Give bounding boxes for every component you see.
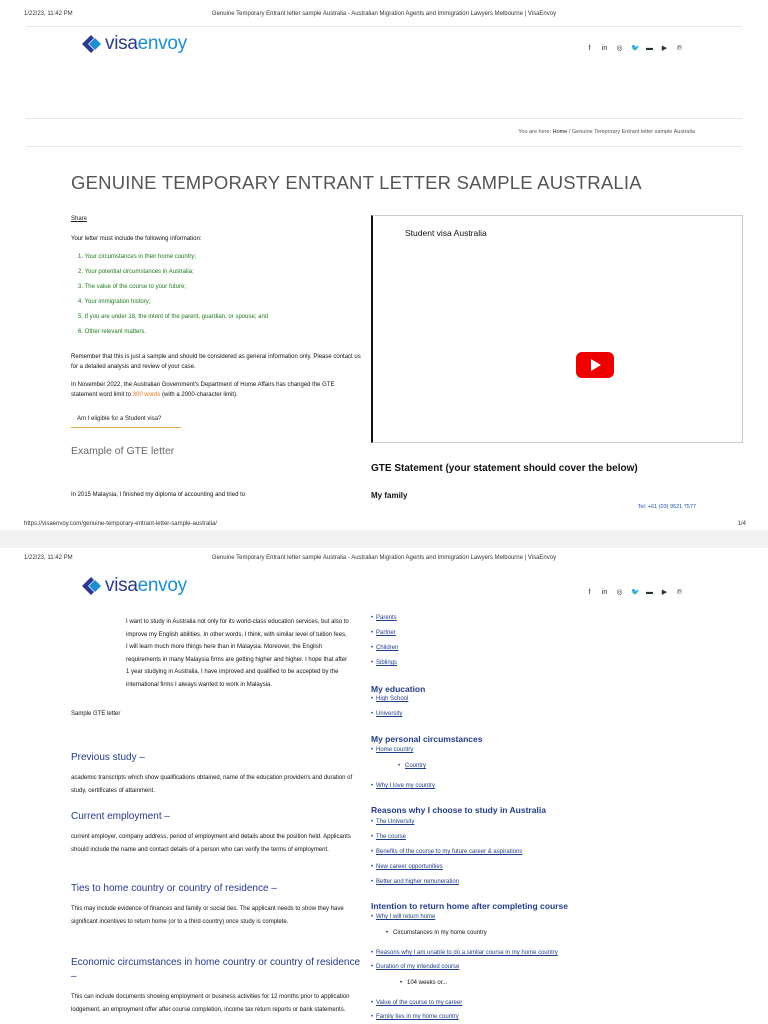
print-date: 1/22/23, 11:42 PM bbox=[24, 11, 73, 17]
example-heading: Example of GTE letter bbox=[71, 445, 175, 457]
list-item: 4. Your immigration history; bbox=[78, 299, 151, 305]
youtube-icon[interactable]: ▶ bbox=[661, 45, 668, 52]
logo-text-envoy: envoy bbox=[137, 33, 187, 54]
twitter-icon[interactable]: 🐦 bbox=[631, 589, 640, 596]
ties-heading: Ties to home country or country of residence – bbox=[71, 883, 277, 894]
disclaimer-text: Remember that this is just a sample and should be considered as general information only. Please contact us for a detailed analysis and review of your case. bbox=[71, 354, 361, 370]
list-item-family-ties[interactable]: • Family ties in my home country bbox=[376, 1014, 459, 1020]
sample-caption: Sample GTE letter bbox=[71, 711, 121, 717]
list-item-parents[interactable]: • Parents bbox=[376, 615, 397, 621]
list-item-children[interactable]: • Children bbox=[376, 645, 398, 651]
intent-heading: Intention to return home after completing course bbox=[371, 901, 568, 911]
personal-heading: My personal circumstances bbox=[371, 734, 483, 744]
instagram-icon[interactable]: ◎ bbox=[616, 45, 623, 52]
list-item-remuneration[interactable]: • Better and higher remuneration bbox=[376, 879, 459, 885]
current-employment-text: current employer, company address, period of employment and details about the position held. Applicants should include the name and contact details of a person who can verify the terms of employment. bbox=[71, 834, 351, 853]
ties-text: This may include evidence of finances and family or social ties. The applicant needs to show they have significant incentives to return home (or to a third country) once study is complete. bbox=[71, 906, 344, 925]
divider bbox=[26, 118, 742, 119]
breadcrumb-home-link[interactable]: Home bbox=[552, 129, 568, 135]
social-links bbox=[586, 589, 683, 597]
list-item-return-home[interactable]: • Why I will return home bbox=[376, 914, 435, 920]
youtube-play-icon[interactable] bbox=[576, 352, 614, 378]
print-title: Genuine Temporary Entrant letter sample Australia - Australian Migration Agents and Immigration Lawyers Melbourne | VisaEnvoy bbox=[211, 11, 557, 17]
economic-text: This can include documents showing employment or business activities for 12 months prior to application lodgement, an employment offer after course completion, income tax return reports or bank statements. bbox=[71, 994, 350, 1013]
instagram-icon[interactable]: ◎ bbox=[616, 589, 623, 596]
list-item: 3. The value of the course to your future; bbox=[78, 284, 186, 290]
list-item-love-country[interactable]: • Why I love my country bbox=[376, 783, 435, 789]
list-item-circumstances: • Circumstances in my home country bbox=[393, 930, 487, 936]
my-family-heading: My family bbox=[371, 491, 408, 500]
current-employment-heading: Current employment – bbox=[71, 811, 170, 822]
letter-opening: In 2015 Malaysia, I finished my diploma of accounting and tried to bbox=[71, 492, 246, 498]
previous-study-text: academic transcripts which show qualifications obtained, name of the education provider/s and duration of study, certificates of attainment. bbox=[71, 775, 353, 794]
list-item: 2. Your potential circumstances in Australia; bbox=[78, 269, 194, 275]
list-item-course-value[interactable]: • Value of the course to my career bbox=[376, 1000, 462, 1006]
video-title: Student visa Australia bbox=[405, 228, 487, 238]
previous-study-heading: Previous study – bbox=[71, 752, 145, 763]
list-item-benefits[interactable]: • Benefits of the course to my future career & aspirations bbox=[376, 849, 522, 855]
list-item-career-opportunities[interactable]: • New career opportunities bbox=[376, 864, 443, 870]
twitter-icon[interactable]: 🐦 bbox=[631, 45, 640, 52]
logo-text-visa: visa bbox=[105, 33, 138, 54]
list-item-country[interactable]: • Country bbox=[405, 763, 426, 769]
divider bbox=[26, 146, 742, 147]
list-item-home-country[interactable]: • Home country bbox=[376, 747, 413, 753]
video-embed[interactable] bbox=[371, 215, 743, 443]
eligibility-link[interactable]: Am I eligible for a Student visa? bbox=[71, 413, 181, 428]
list-item: 1. Your circumstances in their home country; bbox=[78, 254, 197, 260]
list-item-high-school[interactable]: • High School bbox=[376, 696, 408, 702]
visaenvoy-logo[interactable] bbox=[80, 34, 187, 54]
email-icon[interactable]: ▬ bbox=[646, 589, 653, 596]
letter-body: I want to study in Australia not only for its world-class education services, but also to improve my English abilities. In other words, I think, with similar level of tuition fees, I will learn much more things here than in Malaysia. Moreover, the English requirements in many Malaysia firms are getting higher and higher. I hope that after 1 year studying in Australia, I have improved and qualified to be accepted by the international firms I always wanted to work in Malaysia. bbox=[126, 619, 349, 688]
pinterest-icon[interactable]: ℗ bbox=[676, 589, 683, 596]
word-limit-link[interactable]: 300 words bbox=[132, 392, 161, 398]
youtube-icon[interactable]: ▶ bbox=[661, 589, 668, 596]
intro-text: Your letter must include the following information: bbox=[71, 236, 202, 242]
list-item-duration[interactable]: • Duration of my intended course bbox=[376, 964, 459, 970]
facebook-icon[interactable]: f bbox=[588, 589, 591, 596]
pinterest-icon[interactable]: ℗ bbox=[676, 45, 683, 52]
list-item-weeks: • 104 weeks or... bbox=[407, 980, 447, 986]
gte-statement-heading: GTE Statement (your statement should cover the below) bbox=[371, 463, 638, 474]
divider bbox=[26, 26, 742, 27]
visaenvoy-logo[interactable]: visaenvoy bbox=[80, 576, 187, 596]
share-link[interactable]: Share bbox=[71, 216, 88, 222]
page-number: 1/4 bbox=[737, 521, 746, 527]
page-title: GENUINE TEMPORARY ENTRANT LETTER SAMPLE AUSTRALIA bbox=[71, 172, 642, 193]
list-item-the-course[interactable]: • The course bbox=[376, 834, 406, 840]
requirements-list bbox=[78, 252, 268, 342]
list-item-partner[interactable]: • Partner bbox=[376, 630, 396, 636]
social-links bbox=[586, 45, 683, 53]
breadcrumb-current: Genuine Temporary Entrant letter sample Australia bbox=[571, 129, 695, 135]
list-item: 5. If you are under 18, the intent of the parent, guardian, or spouse; and bbox=[78, 314, 269, 320]
linkedin-icon[interactable]: in bbox=[601, 589, 608, 596]
reasons-heading: Reasons why I choose to study in Australia bbox=[371, 805, 546, 815]
economic-heading: Economic circumstances in home country or country of residence – bbox=[71, 957, 361, 982]
list-item: 6. Other relevant matters. bbox=[78, 329, 147, 335]
breadcrumb: You are here: Home / Genuine Temporary Entrant letter sample Australia bbox=[518, 129, 695, 135]
list-item-university[interactable]: • University bbox=[376, 711, 402, 717]
logo-mark-icon bbox=[80, 34, 102, 54]
phone-link[interactable]: Tel: +61 (03) 9521 7577 bbox=[637, 504, 696, 510]
list-item-unable-similar-course[interactable]: • Reasons why I am unable to do a similar course in my home country bbox=[376, 950, 558, 956]
facebook-icon[interactable]: f bbox=[588, 45, 591, 52]
pdf-page-2: 1/22/23, 11:42 PM Genuine Temporary Entrant letter sample Australia - Australian Migration Agents and Immigration Lawyers Melbourne | VisaEnvoy visaenvoy f in ◎ 🐦 ▬ ▶ ℗ I want to study in Australia not only for its world-class education services, but also to improve my English abilities. In other words, I think, with similar level of tuition fees, I will learn much more things here than in Malaysia. Moreover, the English requirements in many Malaysia firms are getting higher and higher. I hope that after 1 year studying in Australia, I have improved and qualified to be accepted by the international firms I always wanted to work in Malaysia. Sample GTE letter Previous study – academic transcripts which show qualifications obtained, name of the education provider/s and duration of study, certificates of attainment. Current employment – current employer, company address, period of employment and details about the position held. Applicants should include the name and contact details of a person who can verify the terms of employment. Ties to home country or country of residence – This may include evidence of finances and family or social ties. The applicant needs to show they have significant incentives to return home (or to a third country) once study is complete. Economic circumstances in home country or country of residence – This can include documents showing employment or business activities for 12 months prior to application lodgement, an employment offer after course completion, income tax return reports or bank statements. • Parents • Partner • Children • Siblings My education • High School • University My personal circumstances • Home country • Country • Why I love my country Reasons why I choose to study in Australia • The University • The course • Benefits of the course to my future career & aspirations • New career opportunities • Better and higher remuneration Intention to return home after completing course • Why I will return home • Circumstances in my home country • Reasons why I am unable to do a similar course in my home country • Duration of my intended course • 104 weeks or... • Value of the course to my career • Family ties in my home country bbox=[0, 548, 768, 1024]
logo-mark-icon bbox=[80, 576, 102, 596]
list-item-siblings[interactable]: • Siblings bbox=[376, 660, 397, 666]
email-icon[interactable]: ▬ bbox=[646, 45, 653, 52]
list-item-the-university[interactable]: • The University bbox=[376, 819, 414, 825]
education-heading: My education bbox=[371, 684, 426, 694]
linkedin-icon[interactable]: in bbox=[601, 45, 608, 52]
page-url: https://visaenvoy.com/genuine-temporary-entrant-letter-sample-australia/ bbox=[24, 521, 217, 527]
november-update: In November 2022, the Australian Government's Department of Home Affairs has changed the GTE statement word limit to 300 words (with a 2000-character limit). bbox=[71, 382, 335, 398]
page-gap bbox=[0, 530, 768, 548]
